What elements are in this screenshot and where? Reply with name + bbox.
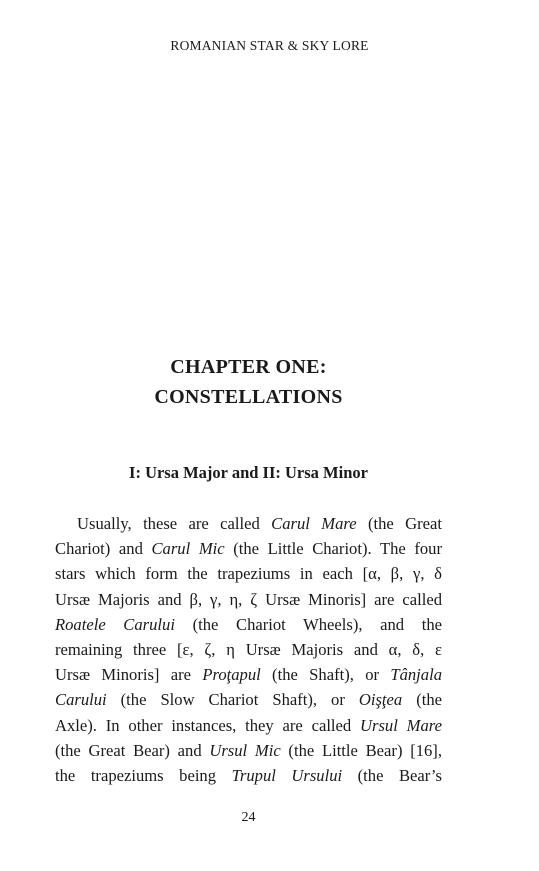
italic-term: Tânjala [390,665,442,685]
italic-term: Oişţea [358,690,403,710]
italic-term: Trupul Ursului [231,765,343,785]
text-run: (the Great Bear) and [55,740,210,760]
text-run: Chariot) and [55,539,152,559]
text-run: (the Slow Chariot Shaft), or [106,690,359,710]
body-paragraph [55,511,442,788]
text-line [55,713,442,738]
text-run: (the Shaft), or [260,665,391,685]
text-run: (the Chariot Wheels), and the [174,614,442,634]
text-line [55,662,442,687]
italic-term: Roatele Carului [55,614,175,634]
italic-term: Carului [55,690,107,710]
text-run: (the Great [356,514,442,533]
italic-term: Ursul Mare [360,715,442,735]
text-line [55,612,442,637]
chapter-title [0,352,497,412]
running-head: ROMANIAN STAR & SKY LORE [170,38,369,53]
text-run: Ursæ Majoris and β, γ, η, ζ Ursæ Minoris] are called [55,589,442,609]
text-run: (the Bear’s [342,765,442,785]
section-title: I: Ursa Major and II: Ursa Minor [129,463,368,482]
chapter-title-line-2: CONSTELLATIONS [154,386,343,408]
text-run: remaining three [ε, ζ, η Ursæ Majoris and α, δ, ε [55,639,442,659]
text-line [55,738,442,763]
text-line [55,637,442,662]
text-run: (the Little Chariot). The four [224,539,442,559]
chapter-title-line-1: CHAPTER ONE: [170,356,327,378]
text-run: the trapeziums being [55,765,232,785]
text-line [55,511,442,536]
italic-term: Proţapul [202,665,261,685]
italic-term: Ursul Mic [209,740,281,760]
page-number: 24 [241,810,256,825]
italic-term: Carul Mare [271,514,357,533]
text-line [55,536,442,561]
text-run: stars which form the trapeziums in each [α, β, γ, δ [55,564,442,584]
text-line [55,763,442,788]
text-run: (the [402,690,443,710]
text-run: (the Little Bear) [16], [280,740,442,760]
text-line [55,561,442,586]
text-run: Usually, these are called [77,514,272,533]
text-line [55,587,442,612]
italic-term: Carul Mic [151,539,225,559]
text-line [55,687,442,712]
text-run: Ursæ Minoris] are [55,665,203,685]
text-run: Axle). In other instances, they are called [55,715,361,735]
